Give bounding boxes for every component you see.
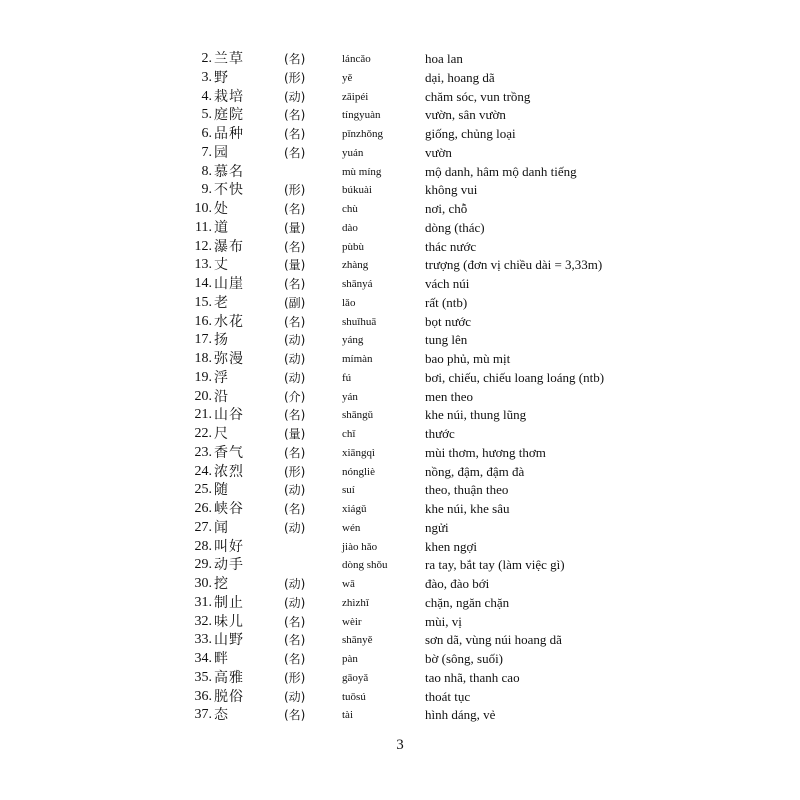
vocab-entry	[0, 181, 800, 200]
pinyin: suí	[342, 484, 355, 497]
vocab-entry	[0, 613, 800, 632]
vietnamese-meaning: vườn	[425, 144, 452, 160]
chinese-word: 山谷	[214, 407, 244, 424]
chinese-word: 味儿	[214, 613, 244, 630]
part-of-speech: (名)	[284, 202, 306, 216]
vietnamese-meaning: vách núi	[425, 276, 470, 291]
chinese-word: 野	[214, 69, 229, 86]
chinese-word: 山野	[214, 632, 244, 649]
vietnamese-meaning: khen ngợi	[425, 538, 478, 554]
chinese-word: 高雅	[214, 669, 244, 686]
chinese-word: 庭院	[214, 107, 244, 124]
entry-number: 29.	[194, 557, 212, 573]
vocab-entry	[0, 313, 800, 332]
vocab-entry	[0, 519, 800, 538]
pinyin: shānyě	[342, 634, 373, 647]
vocab-entry	[0, 669, 800, 688]
vietnamese-meaning: khe núi, thung lũng	[425, 407, 527, 423]
entry-number: 24.	[194, 463, 212, 479]
part-of-speech: (动)	[284, 689, 306, 704]
chinese-word: 沿	[214, 388, 229, 405]
vietnamese-meaning: bọt nước	[425, 313, 472, 329]
pinyin: chǐ	[342, 428, 356, 440]
entry-number: 3.	[201, 69, 212, 85]
entry-number: 4.	[201, 88, 212, 104]
chinese-word: 处	[214, 201, 229, 217]
vietnamese-meaning: tung lên	[425, 332, 468, 348]
vietnamese-meaning: chăm sóc, vun trồng	[425, 88, 531, 104]
chinese-word: 栽培	[214, 88, 244, 105]
page-number: 3	[396, 737, 404, 753]
chinese-word: 畔	[214, 651, 229, 667]
vietnamese-meaning: thước	[425, 426, 455, 441]
entry-number: 18.	[194, 351, 212, 366]
vietnamese-meaning: nơi, chỗ	[425, 201, 468, 216]
pinyin: xiágǔ	[342, 503, 367, 515]
entry-number: 19.	[194, 369, 212, 385]
part-of-speech: (形)	[284, 183, 306, 198]
vocab-entry	[0, 538, 800, 557]
entry-number: 15.	[194, 294, 212, 310]
part-of-speech: (名)	[284, 277, 306, 291]
pinyin: zhàng	[342, 259, 369, 272]
vietnamese-meaning: mùi, vị	[425, 613, 462, 629]
part-of-speech: (名)	[284, 614, 306, 629]
pinyin: jiào hǎo	[342, 540, 378, 553]
vocab-entry	[0, 294, 800, 313]
entry-number: 32.	[194, 613, 212, 629]
chinese-word: 随	[214, 482, 229, 499]
pinyin: búkuài	[342, 184, 372, 197]
part-of-speech: (动)	[284, 595, 306, 610]
chinese-word: 扬	[214, 332, 229, 349]
pinyin: yáng	[342, 334, 364, 347]
entry-number: 36.	[194, 688, 212, 704]
vietnamese-meaning: vườn, sân vườn	[425, 107, 506, 123]
entry-number: 26.	[194, 501, 212, 516]
pinyin: wèir	[342, 615, 362, 628]
entry-number: 21.	[194, 407, 212, 423]
vocab-entry	[0, 238, 800, 257]
part-of-speech: (动)	[284, 577, 306, 591]
part-of-speech: (动)	[284, 370, 306, 385]
vocab-entry	[0, 481, 800, 500]
vietnamese-meaning: men theo	[425, 388, 474, 404]
part-of-speech: (量)	[284, 220, 306, 235]
part-of-speech: (名)	[284, 239, 306, 254]
vocab-entry	[0, 88, 800, 107]
vietnamese-meaning: giống, chủng loại	[425, 126, 516, 141]
chinese-word: 闻	[214, 519, 229, 536]
pinyin: dòng shǒu	[342, 559, 388, 572]
part-of-speech: (量)	[284, 427, 306, 441]
vocab-entry	[0, 463, 800, 482]
pinyin: pàn	[342, 653, 358, 665]
pinyin: lǎo	[342, 296, 356, 309]
entry-number: 25.	[194, 482, 212, 498]
chinese-word: 动手	[214, 557, 244, 574]
pinyin: shānyá	[342, 278, 373, 290]
vocab-entry	[0, 575, 800, 594]
part-of-speech: (动)	[284, 89, 306, 104]
part-of-speech: (介)	[284, 389, 306, 404]
part-of-speech: (名)	[284, 502, 306, 516]
vietnamese-meaning: tao nhã, thanh cao	[425, 669, 520, 685]
vietnamese-meaning: không vui	[425, 182, 478, 198]
part-of-speech: (名)	[284, 633, 306, 648]
pinyin: yán	[342, 390, 358, 403]
pinyin: gāoyǎ	[342, 671, 369, 684]
entry-number: 11.	[195, 219, 212, 235]
entry-number: 35.	[194, 669, 212, 685]
vietnamese-meaning: bao phủ, mù mịt	[425, 351, 511, 366]
pinyin: yuán	[342, 146, 364, 159]
vocab-entry	[0, 556, 800, 575]
chinese-word: 山崖	[214, 276, 244, 292]
entry-number: 10.	[194, 201, 212, 216]
pinyin: tuōsú	[342, 690, 366, 703]
part-of-speech: (动)	[284, 333, 306, 348]
entry-number: 20.	[194, 388, 212, 404]
vocab-entry	[0, 331, 800, 350]
chinese-word: 水花	[214, 313, 244, 330]
chinese-word: 品种	[214, 126, 244, 142]
vocab-entry	[0, 275, 800, 294]
pinyin: xiāngqì	[342, 446, 375, 459]
chinese-word: 弥漫	[214, 351, 244, 367]
vocab-entry	[0, 69, 800, 88]
vietnamese-meaning: sơn dã, vùng núi hoang dã	[425, 632, 562, 648]
vocab-entry	[0, 219, 800, 238]
pinyin: dào	[342, 221, 358, 234]
part-of-speech: (名)	[284, 708, 306, 723]
part-of-speech: (名)	[284, 314, 306, 329]
pinyin: yě	[342, 71, 353, 84]
vocab-entry	[0, 500, 800, 519]
chinese-word: 浓烈	[214, 463, 244, 480]
chinese-word: 态	[214, 707, 229, 724]
pinyin: shuǐhuā	[342, 315, 377, 328]
pinyin: tíngyuàn	[342, 109, 381, 122]
chinese-word: 老	[214, 294, 229, 311]
vocab-entry	[0, 406, 800, 425]
part-of-speech: (名)	[284, 652, 306, 666]
chinese-word: 丈	[214, 257, 229, 274]
vietnamese-meaning: thoát tục	[425, 688, 471, 704]
vocab-entry	[0, 594, 800, 613]
chinese-word: 兰草	[214, 51, 244, 67]
chinese-word: 不快	[214, 182, 244, 199]
entry-number: 9.	[201, 182, 212, 198]
vocab-entry	[0, 369, 800, 388]
chinese-word: 道	[214, 219, 229, 236]
pinyin: mímàn	[342, 353, 373, 365]
chinese-word: 瀑布	[214, 238, 244, 255]
part-of-speech: (形)	[284, 464, 306, 479]
vocab-entry	[0, 106, 800, 125]
vocab-entry	[0, 688, 800, 707]
entry-number: 13.	[194, 257, 212, 273]
entry-number: 28.	[194, 538, 212, 554]
part-of-speech: (名)	[284, 145, 306, 160]
part-of-speech: (名)	[284, 445, 306, 460]
vietnamese-meaning: ra tay, bắt tay (làm việc gì)	[425, 557, 565, 573]
entry-number: 23.	[194, 444, 212, 460]
pinyin: chù	[342, 203, 358, 215]
part-of-speech: (形)	[284, 70, 306, 85]
pinyin: wā	[342, 578, 355, 590]
vocab-entry	[0, 256, 800, 275]
vocab-entry	[0, 444, 800, 463]
vietnamese-meaning: nồng, đậm, đậm đà	[425, 463, 525, 479]
chinese-word: 慕名	[214, 163, 244, 180]
vietnamese-meaning: mùi thơm, hương thơm	[425, 444, 546, 460]
chinese-word: 峡谷	[214, 501, 244, 517]
pinyin: shāngǔ	[342, 409, 374, 422]
part-of-speech: (名)	[284, 408, 306, 423]
entry-number: 34.	[194, 651, 212, 666]
chinese-word: 挖	[214, 576, 229, 592]
entry-number: 14.	[194, 276, 212, 291]
pinyin: wén	[342, 521, 361, 534]
vietnamese-meaning: hình dáng, vẻ	[425, 707, 496, 723]
pinyin: nóngliè	[342, 465, 375, 478]
vietnamese-meaning: bờ (sông, suối)	[425, 651, 504, 666]
vietnamese-meaning: ngửi	[425, 519, 449, 535]
vocab-entry	[0, 650, 800, 669]
pinyin: tài	[342, 709, 353, 722]
vietnamese-meaning: bơi, chiếu, chiếu loang loáng (ntb)	[425, 369, 605, 385]
pinyin: pǐnzhǒng	[342, 128, 383, 140]
vocab-entry	[0, 706, 800, 725]
vocab-entry	[0, 388, 800, 407]
vocab-entry	[0, 631, 800, 650]
vietnamese-meaning: chặn, ngăn chặn	[425, 594, 510, 610]
entry-number: 31.	[194, 594, 212, 610]
entry-number: 30.	[194, 576, 212, 591]
vietnamese-meaning: dại, hoang dã	[425, 69, 495, 85]
chinese-word: 香气	[214, 444, 244, 461]
entry-number: 12.	[194, 238, 212, 254]
part-of-speech: (名)	[284, 108, 306, 123]
chinese-word: 脱俗	[214, 688, 244, 705]
chinese-word: 浮	[214, 369, 229, 386]
part-of-speech: (动)	[284, 352, 306, 366]
vocabulary-list	[0, 50, 800, 725]
entry-number: 27.	[194, 519, 212, 535]
vocab-entry	[0, 425, 800, 444]
vocab-entry	[0, 163, 800, 182]
entry-number: 33.	[194, 632, 212, 648]
part-of-speech: (形)	[284, 670, 306, 685]
vietnamese-meaning: thác nước	[425, 238, 477, 254]
vietnamese-meaning: trượng (đơn vị chiều dài = 3,33m)	[425, 257, 603, 273]
vocab-entry	[0, 144, 800, 163]
part-of-speech: (副)	[284, 295, 306, 310]
entry-number: 16.	[194, 313, 212, 329]
vietnamese-meaning: khe núi, khe sâu	[425, 501, 510, 516]
part-of-speech: (名)	[284, 52, 306, 66]
vocab-entry	[0, 200, 800, 219]
vietnamese-meaning: đào, đào bới	[425, 576, 490, 591]
vocab-entry	[0, 350, 800, 369]
chinese-word: 尺	[214, 426, 229, 442]
pinyin: mù míng	[342, 165, 382, 178]
pinyin: pùbù	[342, 240, 364, 253]
pinyin: zāipéi	[342, 90, 369, 103]
chinese-word: 制止	[214, 594, 244, 611]
entry-number: 6.	[201, 126, 212, 141]
part-of-speech: (量)	[284, 258, 306, 273]
entry-number: 17.	[194, 332, 212, 348]
vietnamese-meaning: mộ danh, hâm mộ danh tiếng	[425, 163, 577, 179]
vietnamese-meaning: theo, thuận theo	[425, 482, 509, 498]
part-of-speech: (动)	[284, 483, 306, 498]
entry-number: 2.	[201, 51, 212, 66]
vocab-entry	[0, 50, 800, 69]
pinyin: láncǎo	[342, 53, 371, 65]
pinyin: zhìzhǐ	[342, 596, 369, 609]
entry-number: 8.	[201, 163, 212, 179]
vocab-entry	[0, 125, 800, 144]
pinyin: fú	[342, 371, 352, 384]
part-of-speech: (动)	[284, 520, 306, 535]
entry-number: 7.	[201, 144, 212, 160]
vietnamese-meaning: dòng (thác)	[425, 219, 485, 235]
entry-number: 37.	[194, 707, 212, 723]
chinese-word: 叫好	[214, 538, 244, 555]
vietnamese-meaning: hoa lan	[425, 51, 463, 66]
chinese-word: 园	[214, 144, 229, 161]
vietnamese-meaning: rất (ntb)	[425, 294, 468, 310]
part-of-speech: (名)	[284, 127, 306, 141]
entry-number: 22.	[194, 426, 212, 441]
entry-number: 5.	[201, 107, 212, 123]
